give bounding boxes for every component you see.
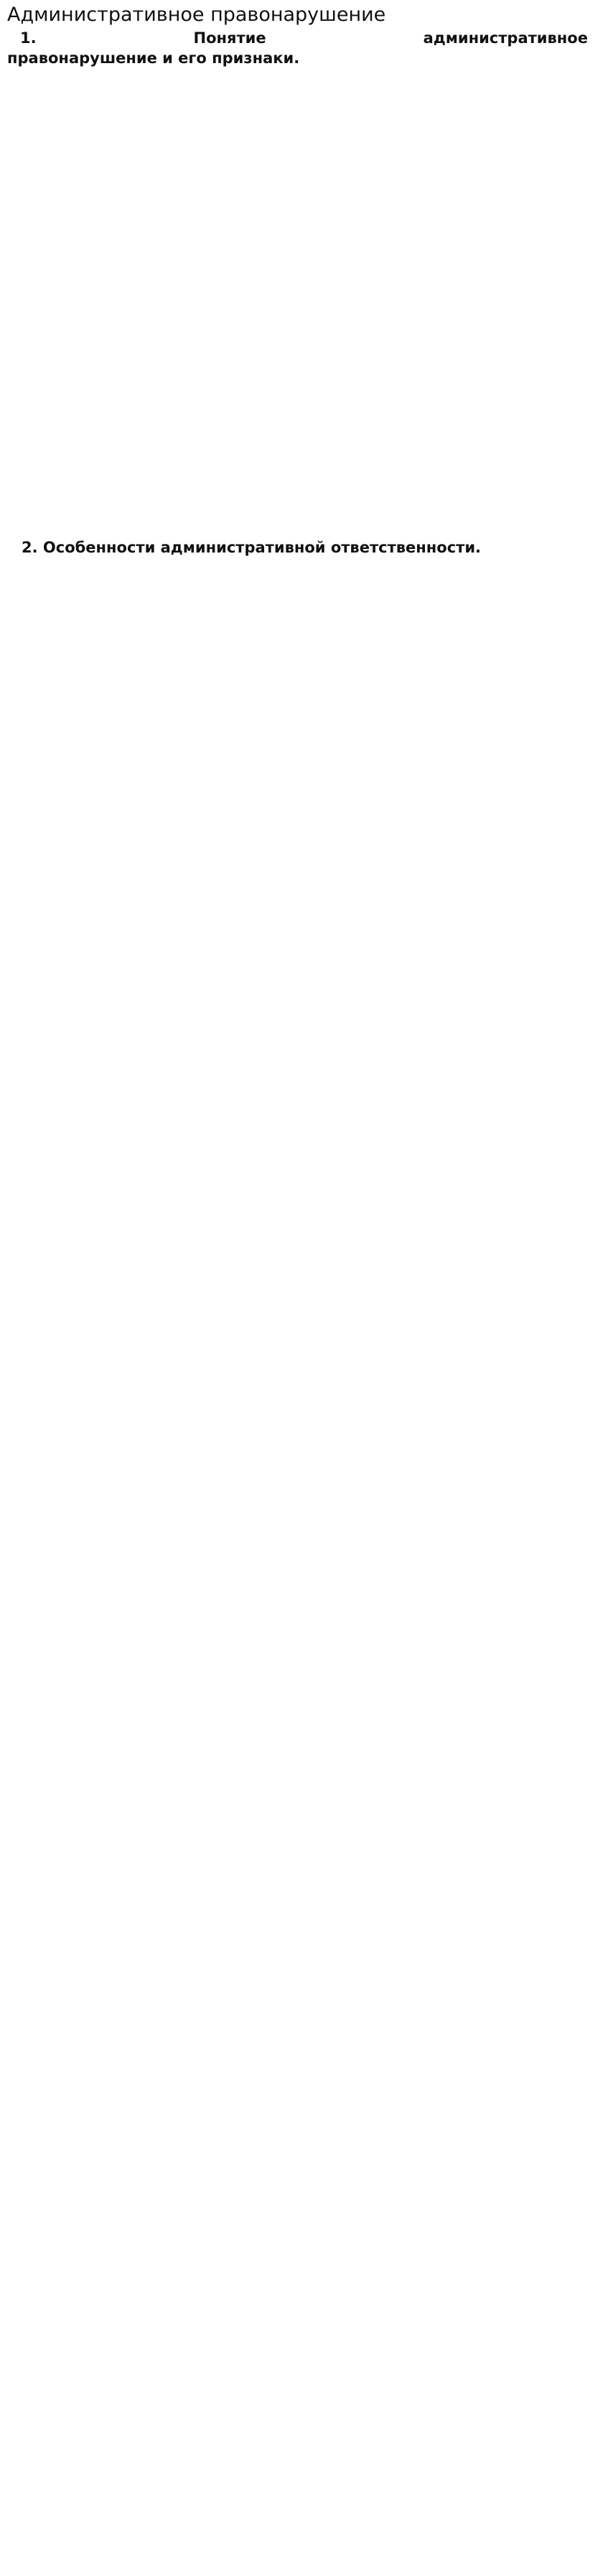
paragraph — [7, 70, 601, 90]
paragraph — [7, 203, 601, 224]
section-1-heading-word-1: Понятие — [193, 29, 266, 47]
section-1-heading — [7, 28, 601, 48]
paragraph — [7, 510, 601, 531]
paragraph — [7, 438, 601, 459]
paragraph — [7, 398, 601, 418]
document-title: Административное правонарушение — [7, 4, 386, 26]
paragraph — [7, 377, 601, 398]
section-1-heading-word-2: административное — [423, 29, 588, 47]
paragraph — [7, 131, 601, 152]
section-1-heading-line-2: правонарушение и его признаки. — [7, 50, 300, 67]
paragraph — [7, 264, 601, 285]
paragraph — [7, 172, 601, 193]
spacer — [7, 193, 601, 203]
paragraph — [7, 151, 601, 172]
paragraph — [7, 560, 601, 581]
paragraph — [7, 111, 601, 131]
paragraph — [7, 357, 601, 377]
paragraph — [7, 581, 601, 602]
paragraph — [7, 602, 601, 623]
paragraph — [7, 622, 601, 643]
paragraph — [7, 90, 601, 111]
paragraph — [7, 663, 601, 684]
paragraph — [7, 306, 601, 326]
paragraph — [7, 418, 601, 439]
document-page — [0, 0, 608, 684]
section-1-number: 1. — [20, 29, 37, 47]
section-2-heading: 2. Особенности административной ответственности. — [22, 539, 482, 557]
paragraph — [7, 326, 601, 347]
paragraph — [7, 285, 601, 306]
paragraph — [7, 643, 601, 664]
paragraph — [7, 489, 601, 510]
spacer — [7, 347, 601, 357]
paragraph — [7, 223, 601, 244]
paragraph — [7, 244, 601, 265]
spacer — [7, 459, 601, 469]
paragraph — [7, 469, 601, 490]
